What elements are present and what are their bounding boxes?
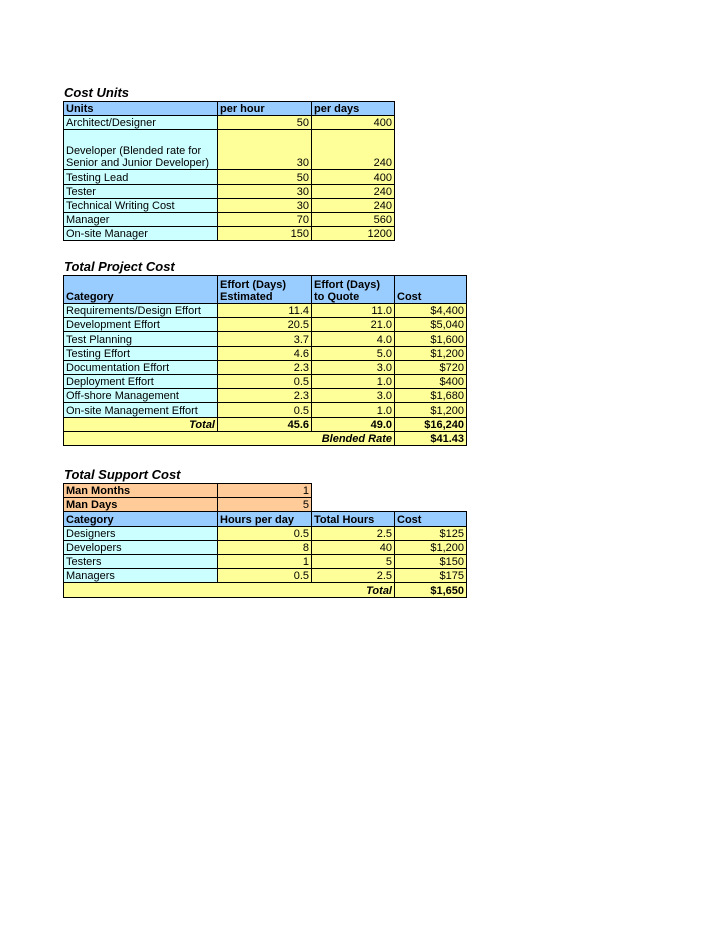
hours-per-day: 1 <box>218 554 312 568</box>
effort-quote: 3.0 <box>312 389 395 403</box>
table-row <box>64 304 467 318</box>
blended-rate-row <box>64 431 467 445</box>
table-row <box>64 403 467 417</box>
blended-rate-value: $41.43 <box>395 431 467 445</box>
man-months-row <box>64 484 467 498</box>
category-name: Development Effort <box>64 318 218 332</box>
unit-name: Testing Lead <box>64 170 218 184</box>
table-row <box>64 374 467 388</box>
total-hours: 2.5 <box>312 569 395 583</box>
category-name: On-site Management Effort <box>64 403 218 417</box>
header-effort-estimated: Effort (Days) Estimated <box>218 276 312 304</box>
hours-per-day: 0.5 <box>218 526 312 540</box>
cost-value: $150 <box>395 554 467 568</box>
cost-value: $1,200 <box>395 346 467 360</box>
support-cost-title: Total Support Cost <box>64 467 181 482</box>
total-hours: 2.5 <box>312 526 395 540</box>
man-months-value: 1 <box>218 484 312 498</box>
total-label: Total <box>64 417 218 431</box>
header-units: Units <box>64 102 218 116</box>
category-name: Test Planning <box>64 332 218 346</box>
table-row <box>64 540 467 554</box>
unit-name: Developer (Blended rate for Senior and Junior Developer) <box>64 130 218 170</box>
support-category: Developers <box>64 540 218 554</box>
unit-name: Technical Writing Cost <box>64 198 218 212</box>
table-row <box>64 318 467 332</box>
table-row <box>64 198 395 212</box>
category-name: Requirements/Design Effort <box>64 304 218 318</box>
effort-quote: 1.0 <box>312 374 395 388</box>
effort-estimated: 3.7 <box>218 332 312 346</box>
unit-per-hour: 30 <box>218 184 312 198</box>
unit-per-days: 560 <box>312 212 395 226</box>
effort-estimated: 2.3 <box>218 360 312 374</box>
hours-per-day: 0.5 <box>218 569 312 583</box>
table-row <box>64 332 467 346</box>
category-name: Off-shore Management <box>64 389 218 403</box>
support-total-label: Total <box>64 583 395 597</box>
effort-estimated: 11.4 <box>218 304 312 318</box>
table-row <box>64 170 395 184</box>
unit-per-days: 400 <box>312 116 395 130</box>
project-cost-header-row <box>64 276 467 304</box>
category-name: Deployment Effort <box>64 374 218 388</box>
category-name: Documentation Effort <box>64 360 218 374</box>
unit-per-hour: 30 <box>218 198 312 212</box>
header-per-days: per days <box>312 102 395 116</box>
effort-estimated: 0.5 <box>218 403 312 417</box>
empty-cell <box>312 498 467 512</box>
effort-quote: 4.0 <box>312 332 395 346</box>
unit-name: Manager <box>64 212 218 226</box>
project-cost-table <box>63 275 467 446</box>
effort-quote: 1.0 <box>312 403 395 417</box>
cost-value: $175 <box>395 569 467 583</box>
header-category: Category <box>64 276 218 304</box>
unit-per-hour: 70 <box>218 212 312 226</box>
man-months-label: Man Months <box>64 484 218 498</box>
header-category: Category <box>64 512 218 526</box>
table-row <box>64 569 467 583</box>
total-quote: 49.0 <box>312 417 395 431</box>
cost-units-header-row <box>64 102 395 116</box>
cost-value: $1,680 <box>395 389 467 403</box>
project-total-row <box>64 417 467 431</box>
cost-units-table <box>63 101 395 241</box>
table-row <box>64 130 395 170</box>
unit-per-days: 240 <box>312 184 395 198</box>
effort-estimated: 0.5 <box>218 374 312 388</box>
support-total-row <box>64 583 467 597</box>
unit-per-hour: 50 <box>218 116 312 130</box>
cost-value: $1,200 <box>395 540 467 554</box>
table-row <box>64 526 467 540</box>
support-category: Managers <box>64 569 218 583</box>
cost-value: $1,200 <box>395 403 467 417</box>
man-days-label: Man Days <box>64 498 218 512</box>
header-cost: Cost <box>395 276 467 304</box>
empty-cell <box>312 484 467 498</box>
table-row <box>64 360 467 374</box>
cost-value: $125 <box>395 526 467 540</box>
cost-value: $4,400 <box>395 304 467 318</box>
unit-name: Architect/Designer <box>64 116 218 130</box>
unit-name: On-site Manager <box>64 227 218 241</box>
effort-estimated: 4.6 <box>218 346 312 360</box>
header-per-hour: per hour <box>218 102 312 116</box>
support-total-value: $1,650 <box>395 583 467 597</box>
effort-quote: 11.0 <box>312 304 395 318</box>
cost-units-title: Cost Units <box>64 85 129 100</box>
support-cost-table <box>63 483 467 598</box>
cost-value: $400 <box>395 374 467 388</box>
total-hours: 5 <box>312 554 395 568</box>
support-category: Testers <box>64 554 218 568</box>
effort-estimated: 2.3 <box>218 389 312 403</box>
unit-per-hour: 150 <box>218 227 312 241</box>
table-row <box>64 389 467 403</box>
effort-quote: 21.0 <box>312 318 395 332</box>
unit-per-days: 1200 <box>312 227 395 241</box>
unit-per-hour: 50 <box>218 170 312 184</box>
table-row <box>64 116 395 130</box>
support-header-row <box>64 512 467 526</box>
table-row <box>64 184 395 198</box>
cost-value: $1,600 <box>395 332 467 346</box>
unit-per-hour: 30 <box>218 130 312 170</box>
header-cost: Cost <box>395 512 467 526</box>
unit-per-days: 240 <box>312 198 395 212</box>
cost-value: $5,040 <box>395 318 467 332</box>
support-category: Designers <box>64 526 218 540</box>
cost-value: $720 <box>395 360 467 374</box>
header-effort-quote: Effort (Days) to Quote <box>312 276 395 304</box>
effort-quote: 5.0 <box>312 346 395 360</box>
effort-quote: 3.0 <box>312 360 395 374</box>
total-hours: 40 <box>312 540 395 554</box>
hours-per-day: 8 <box>218 540 312 554</box>
project-cost-title: Total Project Cost <box>64 259 175 274</box>
total-cost: $16,240 <box>395 417 467 431</box>
header-hours-per-day: Hours per day <box>218 512 312 526</box>
total-estimated: 45.6 <box>218 417 312 431</box>
unit-name: Tester <box>64 184 218 198</box>
man-days-value: 5 <box>218 498 312 512</box>
table-row <box>64 554 467 568</box>
man-days-row <box>64 498 467 512</box>
blended-rate-label: Blended Rate <box>64 431 395 445</box>
unit-per-days: 400 <box>312 170 395 184</box>
effort-estimated: 20.5 <box>218 318 312 332</box>
table-row <box>64 346 467 360</box>
header-total-hours: Total Hours <box>312 512 395 526</box>
unit-per-days: 240 <box>312 130 395 170</box>
table-row <box>64 212 395 226</box>
table-row <box>64 227 395 241</box>
category-name: Testing Effort <box>64 346 218 360</box>
